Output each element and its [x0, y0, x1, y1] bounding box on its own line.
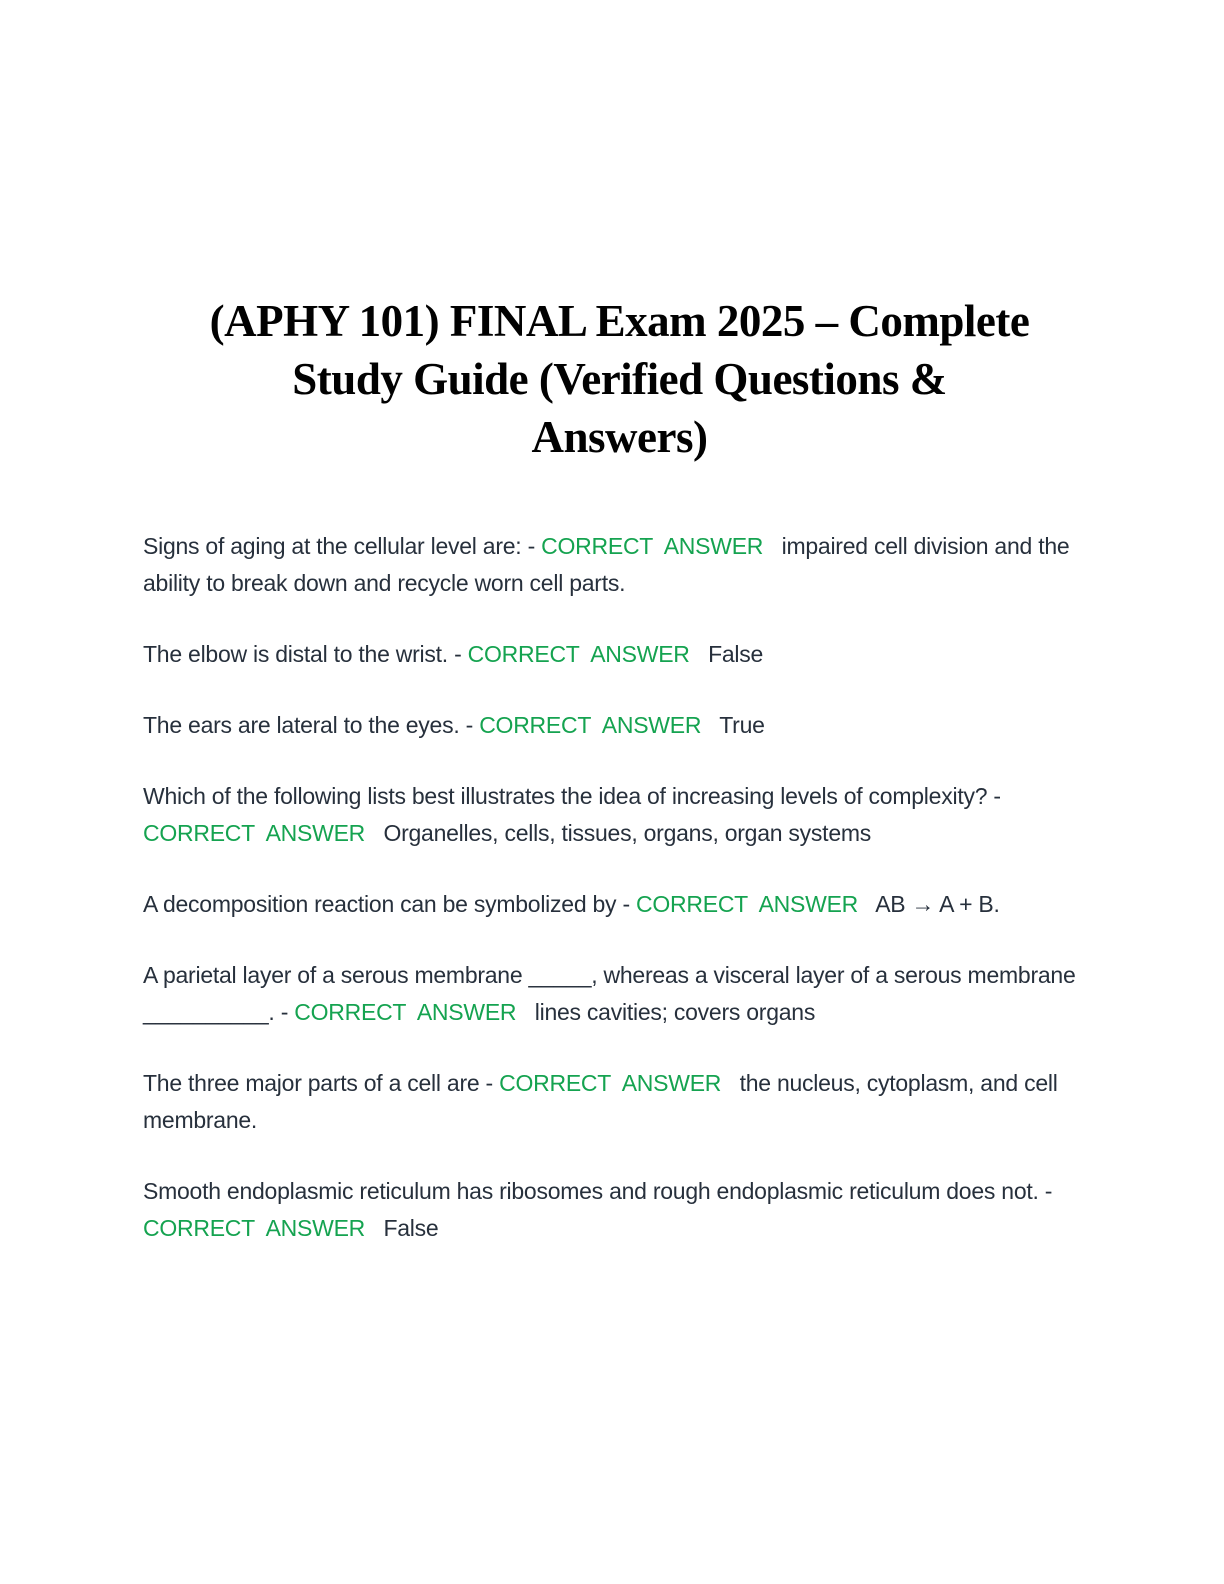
answer-gap — [365, 1215, 383, 1241]
answer-gap — [690, 641, 708, 667]
question-text: The ears are lateral to the eyes. — [143, 712, 460, 738]
qa-item-5 — [143, 886, 1096, 923]
separator-dash: - — [521, 533, 542, 559]
separator-dash: - — [274, 999, 295, 1025]
qa-item-4 — [143, 778, 1096, 852]
correct-answer-label: CORRECT ANSWER — [541, 533, 764, 559]
answer-text: False — [383, 1215, 439, 1241]
separator-dash: - — [459, 712, 480, 738]
page-title-line-3: Answers) — [531, 412, 708, 462]
qa-list — [143, 528, 1096, 1247]
correct-answer-label: CORRECT ANSWER — [479, 712, 702, 738]
answer-gap — [516, 999, 534, 1025]
qa-item-1 — [143, 528, 1096, 602]
answer-gap — [721, 1070, 739, 1096]
correct-answer-label: CORRECT ANSWER — [294, 999, 517, 1025]
correct-answer-label: CORRECT ANSWER — [636, 891, 859, 917]
answer-gap — [701, 712, 719, 738]
separator-dash: - — [616, 891, 637, 917]
answer-text: Organelles, cells, tissues, organs, organ systems — [383, 820, 872, 846]
separator-dash: - — [479, 1070, 500, 1096]
separator-dash: - — [447, 641, 468, 667]
correct-answer-label: CORRECT ANSWER — [499, 1070, 722, 1096]
page-title-line-2: Study Guide (Verified Questions & — [292, 354, 947, 404]
answer-text: True — [719, 712, 765, 738]
answer-gap — [858, 891, 875, 917]
separator-dash: - — [1038, 1178, 1059, 1204]
qa-item-3 — [143, 707, 1096, 744]
answer-gap — [365, 820, 383, 846]
separator-dash: - — [987, 783, 1007, 809]
correct-answer-label: CORRECT ANSWER — [143, 1215, 366, 1241]
question-text: Which of the following lists best illustrates the idea of increasing levels of complexity? — [143, 783, 988, 809]
correct-answer-label: CORRECT ANSWER — [467, 641, 690, 667]
answer-text: the nucleus, cytoplasm, and cell membrane. — [143, 1070, 1064, 1133]
question-text: Signs of aging at the cellular level are: — [143, 533, 522, 559]
page-title — [143, 292, 1096, 466]
qa-item-2 — [143, 636, 1096, 673]
page-title-line-1: (APHY 101) FINAL Exam 2025 – Complete — [209, 296, 1030, 346]
question-text: Smooth endoplasmic reticulum has ribosomes and rough endoplasmic reticulum does not. — [143, 1178, 1039, 1204]
answer-text: AB → A + B. — [875, 891, 1000, 917]
answer-text: impaired cell division and the ability to break down and recycle worn cell parts. — [143, 533, 1076, 596]
answer-text: lines cavities; covers organs — [534, 999, 816, 1025]
question-text: A decomposition reaction can be symbolized by — [143, 891, 617, 917]
correct-answer-label: CORRECT ANSWER — [143, 820, 366, 846]
question-text: A parietal layer of a serous membrane _____, whereas a visceral layer of a serous membrane __________. — [143, 962, 1082, 1025]
question-text: The three major parts of a cell are — [143, 1070, 480, 1096]
answer-gap — [763, 533, 781, 559]
qa-item-6 — [143, 957, 1096, 1031]
qa-item-8 — [143, 1173, 1096, 1247]
qa-item-7 — [143, 1065, 1096, 1139]
question-text: The elbow is distal to the wrist. — [143, 641, 448, 667]
answer-text: False — [708, 641, 764, 667]
